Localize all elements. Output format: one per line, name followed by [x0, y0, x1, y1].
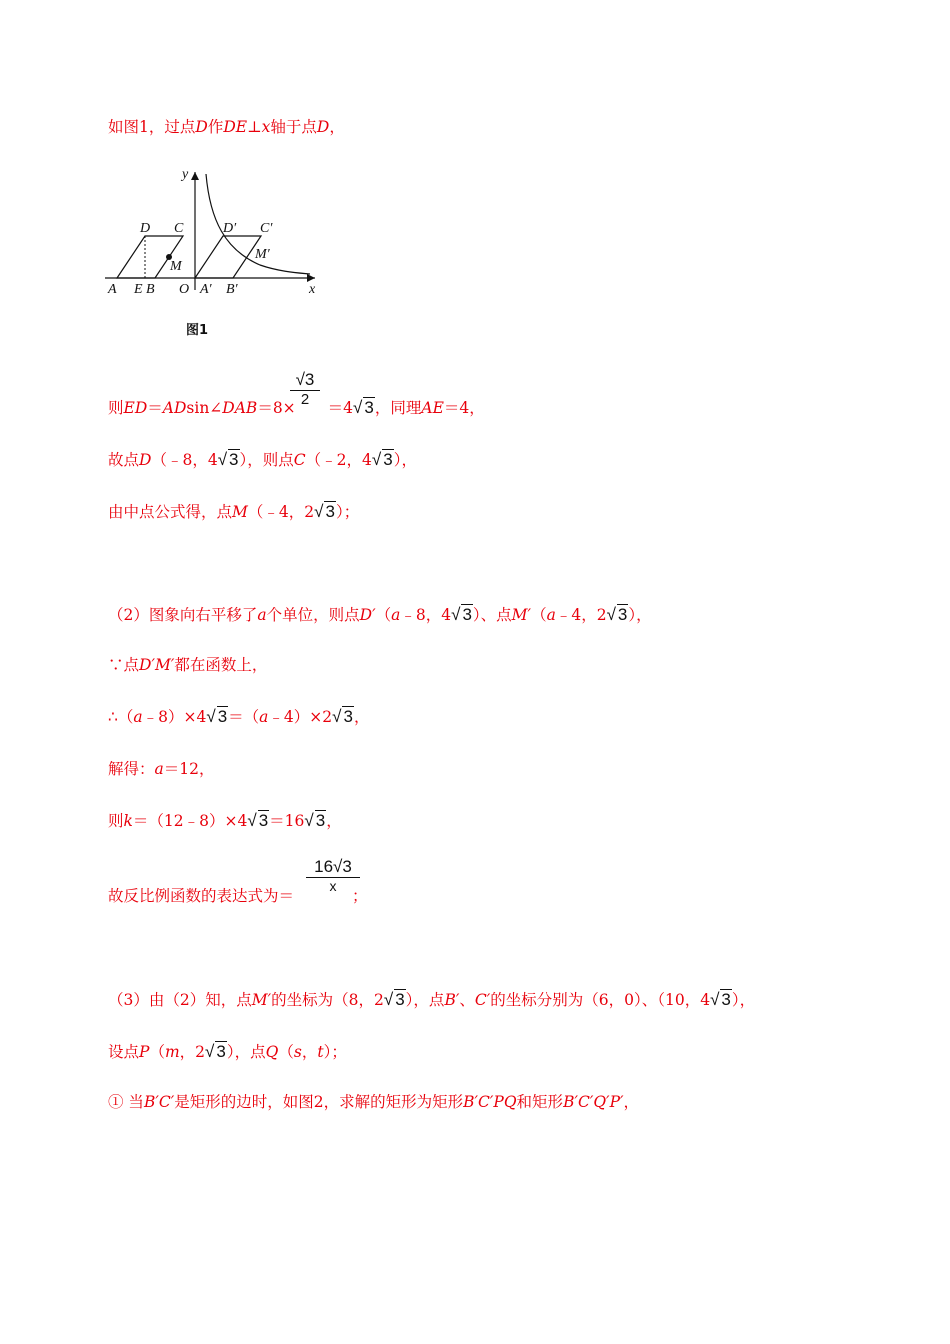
label-Ap: A′: [200, 282, 212, 297]
text-line-3: 故点D（﹣8，4√ 3），则点C（﹣2，4√ 3），: [108, 450, 417, 469]
label-C: C: [174, 221, 184, 236]
label-E: E: [134, 282, 143, 297]
text-line-1: 如图1，过点D作DE⊥x轴于点D，: [108, 118, 345, 136]
label-Cp: C′: [260, 221, 273, 236]
fraction-16sqrt3-over-x: 16√3 x: [306, 857, 360, 894]
label-B: B: [146, 282, 155, 297]
text-line-4: 由中点公式得，点M（﹣4，2√ 3）；: [108, 502, 360, 521]
text-line-11: （3）由（2）知，点M′的坐标为（8，2√ 3），点B′、C′的坐标分别为（6，0）、（10，4√ 3），: [108, 990, 756, 1009]
figure-caption: 图1: [186, 323, 209, 338]
sqrt-symbol: √ 3: [353, 398, 374, 417]
text-line-10: 故反比例函数的表达式为＝ ；: [108, 887, 368, 905]
label-O: O: [179, 282, 190, 297]
text-line-13: ① 当B′C′是矩形的边时，如图2，求解的矩形为矩形B′C′PQ和矩形B′C′Q′P′，: [108, 1093, 640, 1111]
label-D: D: [140, 221, 151, 236]
text-line-6: ∵点D′M′都在函数上，: [108, 656, 268, 674]
label-y: y: [182, 167, 189, 182]
label-M: M: [170, 259, 182, 274]
text-line-5: （2）图象向右平移了a个单位，则点D′（a﹣8，4√ 3）、点M′（a﹣4，2√ 3），: [108, 605, 652, 624]
text-line-8: 解得：a＝12，: [108, 760, 215, 778]
text-line-2: 则ED＝ADsin∠DAB＝8× ＝4√ 3，同理AE＝4，: [108, 398, 485, 417]
figure-1-diagram: [100, 160, 330, 340]
text-line-12: 设点P（m，2√ 3），点Q（s，t）；: [108, 1042, 347, 1061]
fraction-sqrt3-over-2: $\frac{√3}{2}$: [290, 370, 320, 408]
text-line-7: ∴（a﹣8）×4√ 3＝（a﹣4）×2√ 3，: [108, 707, 370, 726]
label-x: x: [309, 282, 316, 297]
text-line-9: 则k＝（12﹣8）×4√ 3＝16√ 3，: [108, 811, 342, 830]
label-A: A: [108, 282, 117, 297]
label-Mp: M′: [255, 247, 270, 262]
label-Dp: D′: [223, 221, 237, 236]
label-Bp: B′: [226, 282, 238, 297]
